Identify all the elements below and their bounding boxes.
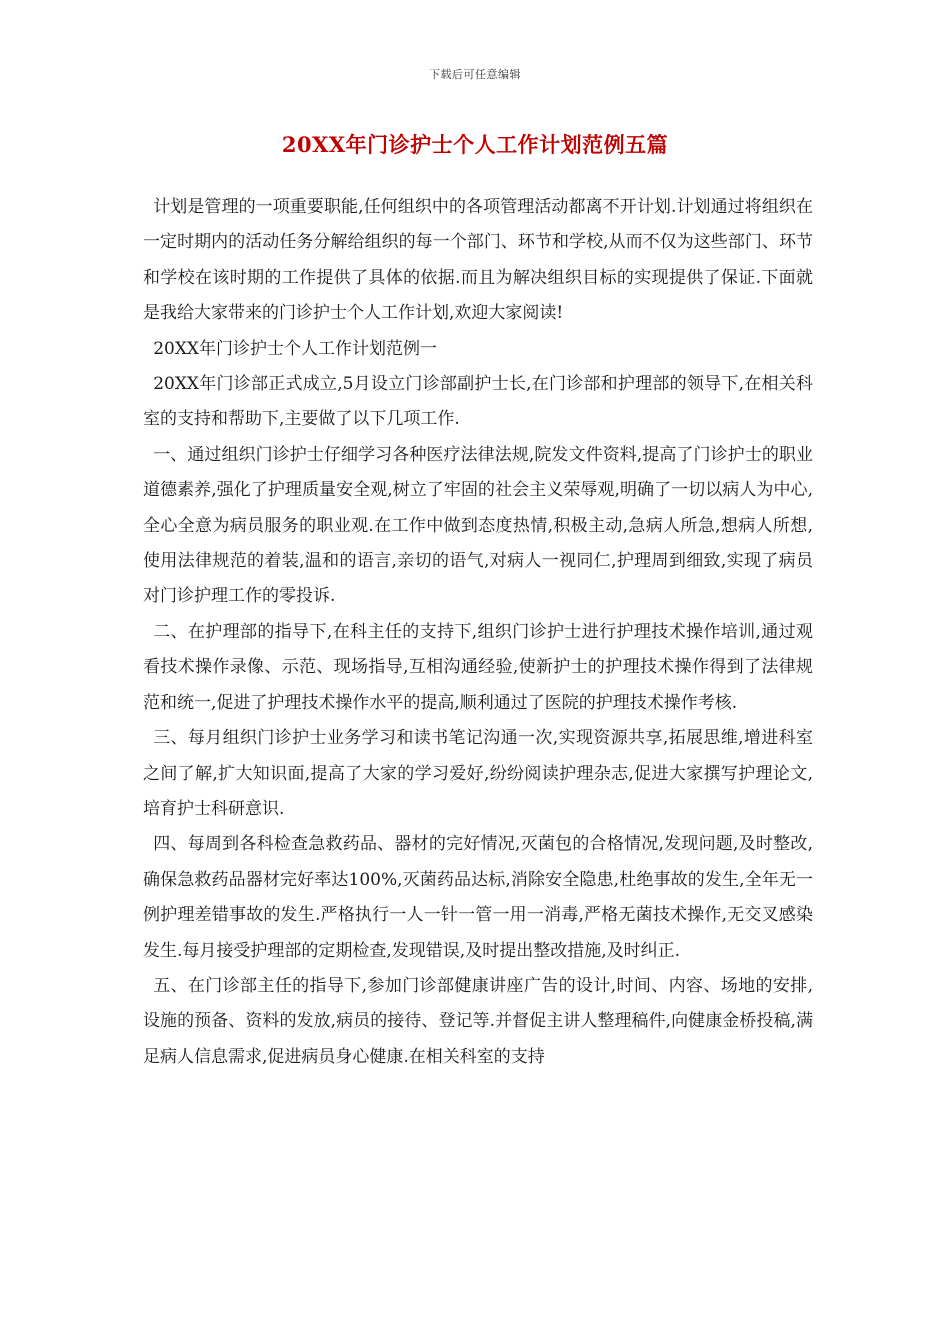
paragraph-item-2: 二、在护理部的指导下,在科主任的支持下,组织门诊护士进行护理技术操作培训,通过观看技术操作录像、示范、现场指导,互相沟通经验,使新护士的护理技术操作得到了法律规范和统一,促进了护理技术操作水平的提高,顺利通过了医院的护理技术操作考核. xyxy=(143,621,813,713)
paragraph-item-5: 五、在门诊部主任的指导下,参加门诊部健康讲座广告的设计,时间、内容、场地的安排,设施的预备、资料的发放,病员的接待、登记等.并督促主讲人整理稿件,向健康金桥投稿,满足病人信息需求,促进病员身心健康.在相关科室的支持 xyxy=(143,975,813,1067)
paragraph-item-4: 四、每周到各科检查急救药品、器材的完好情况,灭菌包的合格情况,发现问题,及时整改,确保急救药品器材完好率达100%,灭菌药品达标,消除安全隐患,杜绝事故的发生,全年无一例护理差错事故的发生.严格执行一人一针一管一用一消毒,严格无菌技术操作,无交叉感染发生.每月接受护理部的定期检查,发现错误,及时提出整改措施,及时纠正. xyxy=(143,834,813,961)
paragraph-item-1: 一、通过组织门诊护士仔细学习各种医疗法律法规,院发文件资料,提高了门诊护士的职业道德素养,强化了护理质量安全观,树立了牢固的社会主义荣辱观,明确了一切以病人为中心,全心全意为病员服务的职业观.在工作中做到态度热情,积极主动,急病人所急,想病人所想,使用法律规范的着装,温和的语言,亲切的语气,对病人一视同仁,护理周到细致,实现了病员对门诊护理工作的零投诉. xyxy=(143,444,813,607)
paragraph-item-3: 三、每月组织门诊护士业务学习和读书笔记沟通一次,实现资源共享,拓展思维,增进科室之间了解,扩大知识面,提高了大家的学习爱好,纷纷阅读护理杂志,促进大家撰写护理论文,培育护士科研意识. xyxy=(143,728,813,819)
header-note: 下载后可任意编辑 xyxy=(429,68,521,81)
document-body xyxy=(143,190,813,1075)
paragraph-intro: 计划是管理的一项重要职能,任何组织中的各项管理活动都离不开计划.计划通过将组织在一定时期内的活动任务分解给组织的每一个部门、环节和学校,从而不仅为这些部门、环节和学校在该时期的工作提供了具体的依据.而且为解决组织目标的实现提供了保证.下面就是我给大家带来的门诊护士个人工作计划,欢迎大家阅读! xyxy=(143,197,813,324)
section-heading: 20XX年门诊护士个人工作计划范例一 xyxy=(153,338,438,359)
paragraph: 20XX年门诊部正式成立,5月设立门诊部副护士长,在门诊部和护理部的领导下,在相关科室的支持和帮助下,主要做了以下几项工作. xyxy=(143,374,813,430)
document-title: 20XX年门诊护士个人工作计划范例五篇 xyxy=(281,132,669,157)
